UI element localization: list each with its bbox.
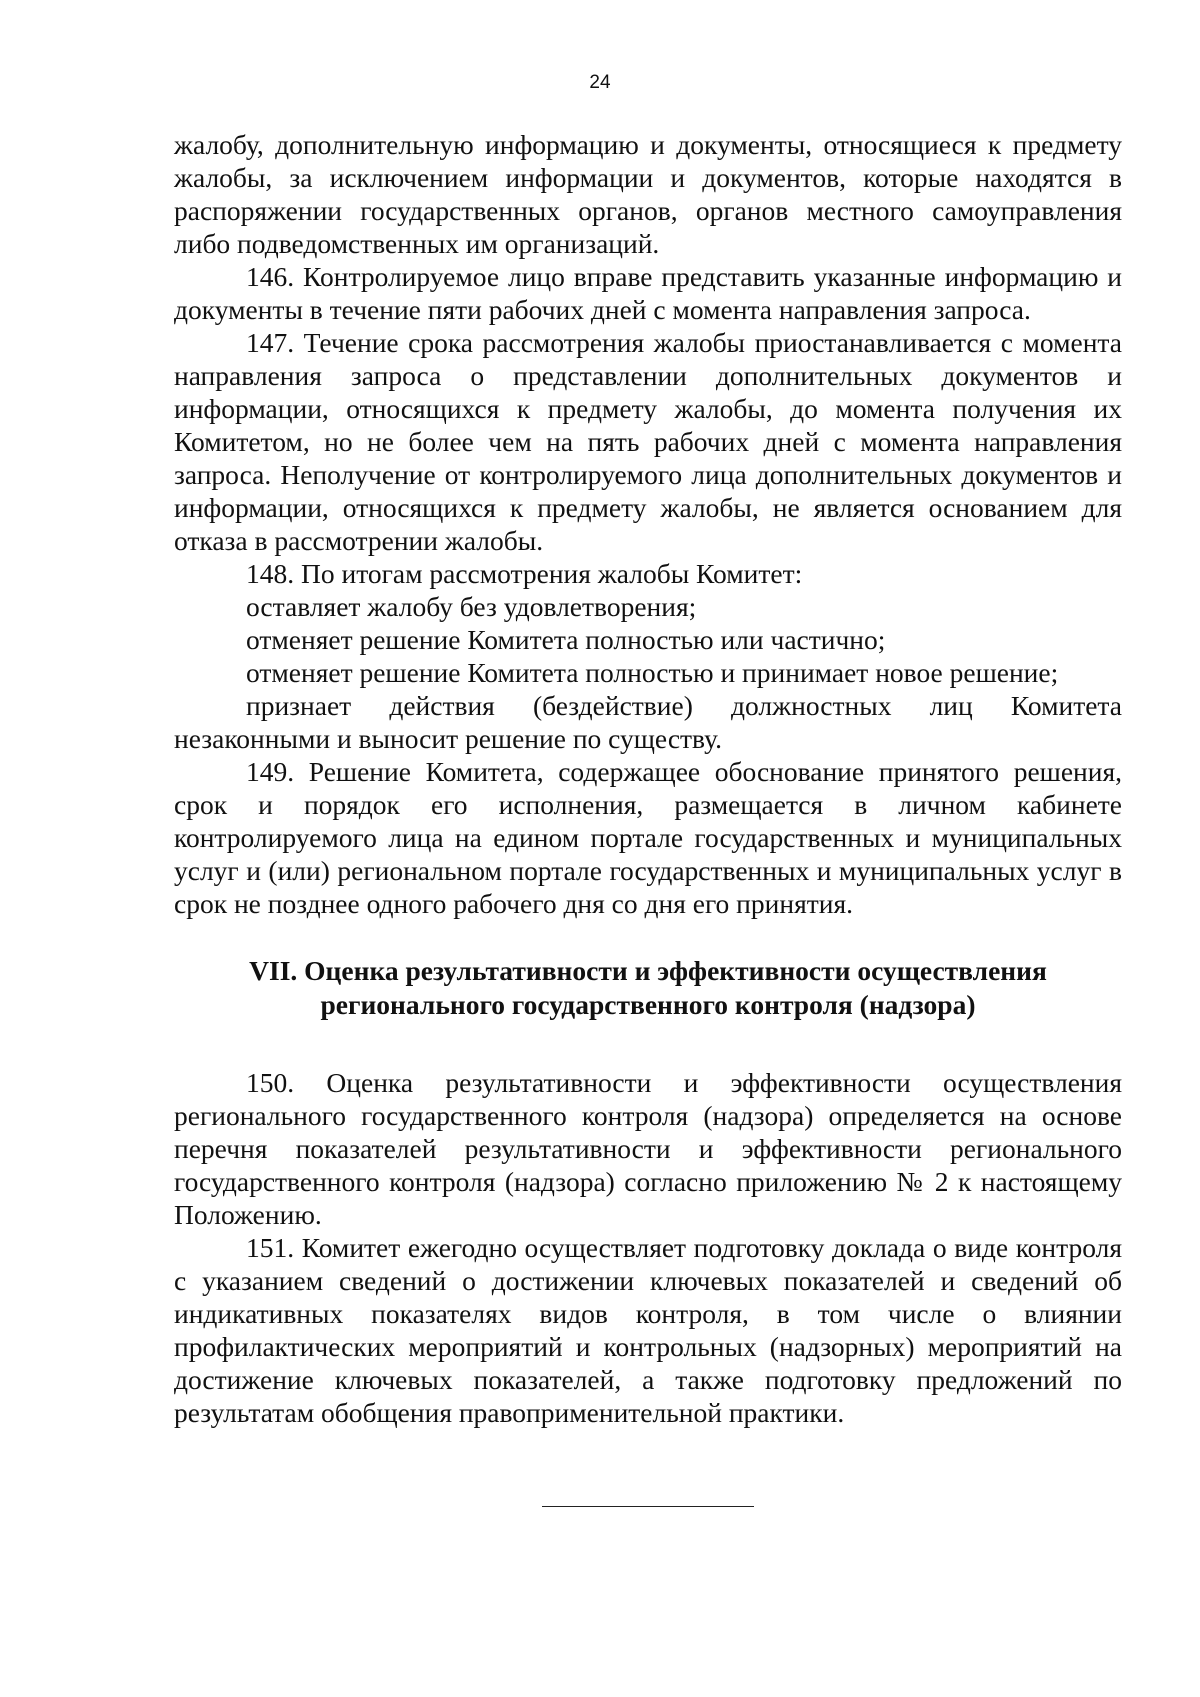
paragraph-150: 150. Оценка результативности и эффективности осуществления регионального государственного контроля (надзора) определяется на основе перечня показателей результативности и эффективности регионального государственного контроля (надзора) согласно приложению № 2 к настоящему Положению. <box>174 1067 1122 1230</box>
paragraph-148-3: отменяет решение Комитета полностью и принимает новое решение; <box>246 657 1059 688</box>
page-number: 24 <box>589 72 611 93</box>
section-heading <box>174 954 1122 1022</box>
section-heading-line-1: VII. Оценка результативности и эффективности осуществления <box>249 955 1047 986</box>
paragraph-151: 151. Комитет ежегодно осуществляет подготовку доклада о виде контроля с указанием сведений о достижении ключевых показателей и сведений об индикативных показателях видов контроля, в том числе о влиянии профилактических мероприятий и контрольных (надзорных) мероприятий на достижение ключевых показателей, а также подготовку предложений по результатам обобщения правоприменительной практики. <box>174 1232 1122 1428</box>
end-of-document-rule <box>542 1506 754 1507</box>
paragraph-148-1: оставляет жалобу без удовлетворения; <box>246 591 697 622</box>
paragraph-cont: жалобу, дополнительную информацию и документы, относящиеся к предмету жалобы, за исключением информации и документов, которые находятся в распоряжении государственных органов, органов местного самоуправления либо подведомственных им организаций. <box>174 129 1122 259</box>
paragraph-147: 147. Течение срока рассмотрения жалобы приостанавливается с момента направления запроса о представлении дополнительных документов и информации, относящихся к предмету жалобы, до момента получения их Комитетом, но не более чем на пять рабочих дней с момента направления запроса. Неполучение от контролируемого лица дополнительных документов и информации, относящихся к предмету жалобы, не является основанием для отказа в рассмотрении жалобы. <box>174 327 1122 556</box>
paragraph-149: 149. Решение Комитета, содержащее обоснование принятого решения, срок и порядок его исполнения, размещается в личном кабинете контролируемого лица на едином портале государственных и муниципальных услуг и (или) региональном портале государственных и муниципальных услуг в срок не позднее одного рабочего дня со дня его принятия. <box>174 756 1122 919</box>
paragraph-148: 148. По итогам рассмотрения жалобы Комитет: <box>246 558 803 589</box>
section-vii-body <box>174 1066 1122 1429</box>
paragraph-148-4: признает действия (бездействие) должностных лиц Комитета незаконными и выносит решение по существу. <box>174 690 1122 754</box>
section-heading-line-2: регионального государственного контроля (надзора) <box>320 989 976 1020</box>
paragraph-146: 146. Контролируемое лицо вправе представить указанные информацию и документы в течение пяти рабочих дней с момента направления запроса. <box>174 261 1122 325</box>
document-body <box>174 128 1122 1429</box>
section-vi-continuation <box>174 128 1122 920</box>
paragraph-148-2: отменяет решение Комитета полностью или частично; <box>246 624 886 655</box>
